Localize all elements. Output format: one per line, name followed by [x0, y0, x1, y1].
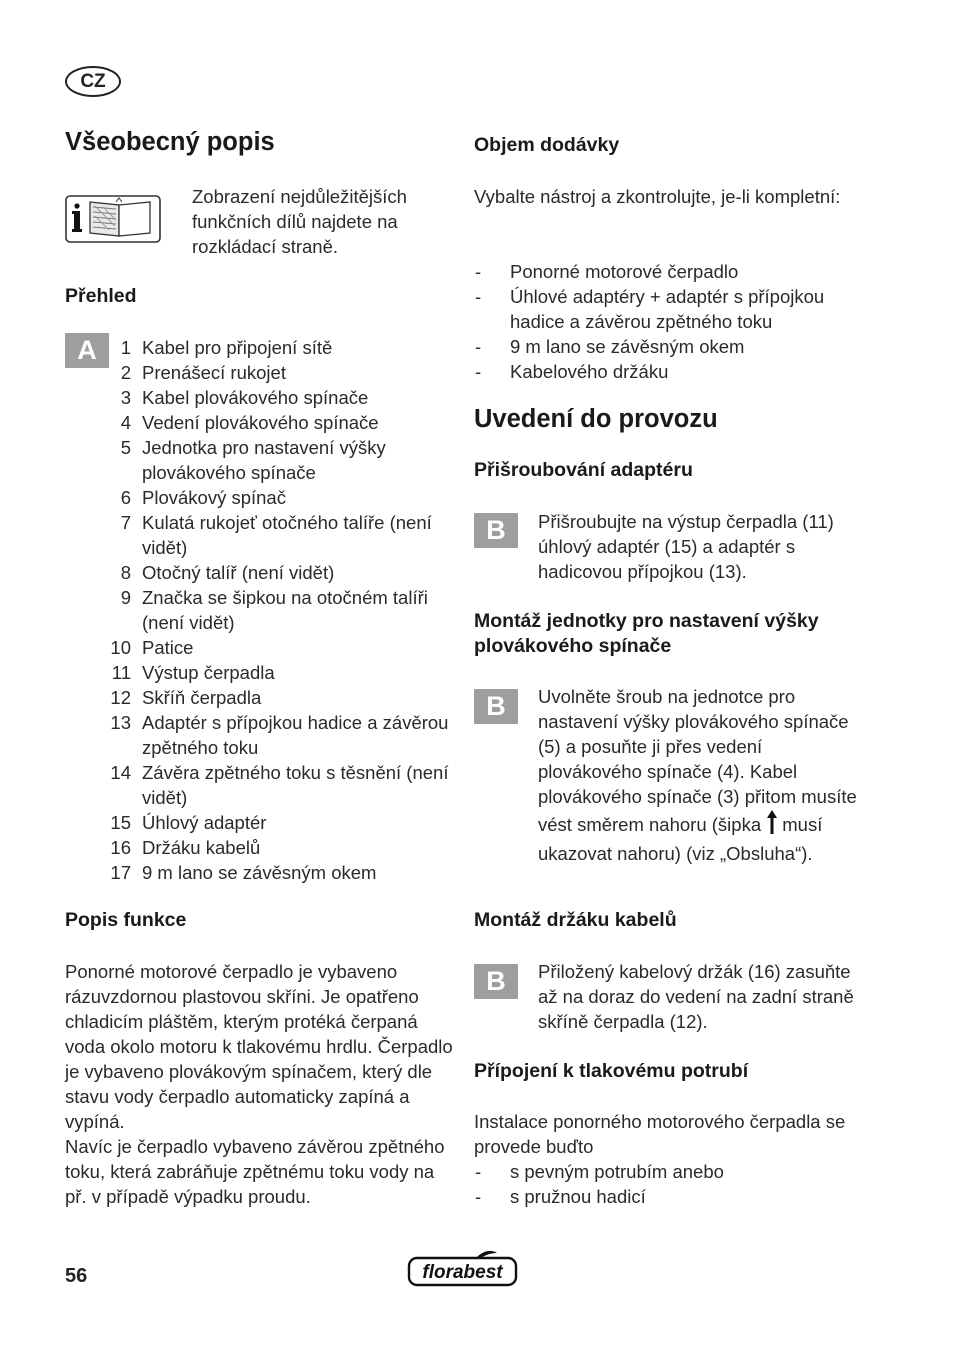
- dash-bullet: -: [475, 1186, 482, 1207]
- overview-item-label: Držáku kabelů: [142, 837, 261, 858]
- figure-badge-a: A: [65, 333, 109, 368]
- adapter-heading: Přišroubování adaptéru: [474, 459, 693, 481]
- arrow-up-icon: [766, 809, 778, 841]
- delivery-intro: Vybalte nástroj a zkontrolujte, je-li kompletní:: [474, 186, 841, 207]
- overview-list-item: [100, 410, 450, 435]
- overview-item-label: Kabel plovákového spínače: [142, 387, 369, 408]
- overview-list-item: [100, 435, 450, 485]
- delivery-items-list: [474, 259, 864, 384]
- section-title-startup: Uvedení do provozu: [474, 405, 718, 433]
- overview-item-number: 17: [110, 862, 131, 883]
- cable-holder-text: Přiložený kabelový držák (16) zasuňte až na doraz do vedení na zadní straně skříně čerpadla (12).: [538, 961, 854, 1032]
- overview-list-item: [100, 335, 450, 360]
- list-item: [474, 259, 864, 284]
- overview-list-item: [100, 860, 450, 885]
- overview-item-label: Jednotka pro nastavení výšky plovákového spínače: [142, 437, 386, 483]
- dash-bullet: -: [475, 336, 482, 357]
- overview-item-label: Vedení plovákového spínače: [142, 412, 379, 433]
- overview-list-item: [100, 585, 450, 635]
- page-number: 56: [65, 1265, 88, 1287]
- overview-item-label: Úhlový adaptér: [142, 812, 267, 833]
- list-item-text: 9 m lano se závěsným okem: [510, 336, 745, 357]
- overview-list-item: [100, 360, 450, 385]
- overview-list-item: [100, 385, 450, 410]
- list-item-text: s pružnou hadicí: [510, 1186, 646, 1207]
- pressure-pipe-heading: Přípojení k tlakovému potrubí: [474, 1060, 749, 1082]
- overview-list-item: [100, 510, 450, 560]
- overview-heading: Přehled: [65, 285, 137, 307]
- overview-list-item: [100, 660, 450, 685]
- overview-list-item: [100, 685, 450, 710]
- overview-item-label: 9 m lano se závěsným okem: [142, 862, 377, 883]
- overview-list-item: [100, 710, 450, 760]
- info-book-icon: [65, 195, 161, 243]
- overview-item-number: 10: [110, 637, 131, 658]
- float-text-after: musí ukazovat nahoru) (viz „Obsluha“).: [538, 814, 823, 864]
- overview-item-label: Patice: [142, 637, 194, 658]
- delivery-heading: Objem dodávky: [474, 134, 620, 156]
- overview-list-item: [100, 635, 450, 660]
- function-heading: Popis funkce: [65, 909, 187, 931]
- pressure-intro: Instalace ponorného motorového čerpadla se provede buďto: [474, 1111, 846, 1157]
- section-title-general-description: Všeobecný popis: [65, 128, 275, 156]
- overview-item-label: Adaptér s přípojkou hadice a závěrou zpětného toku: [142, 712, 449, 758]
- overview-item-number: 8: [120, 562, 131, 583]
- dash-bullet: -: [475, 1161, 482, 1182]
- figure-badge-b-float: B: [474, 689, 518, 724]
- list-item: [474, 359, 864, 384]
- overview-item-label: Kabel pro připojení sítě: [142, 337, 333, 358]
- overview-item-number: 11: [111, 662, 131, 683]
- overview-item-number: 13: [110, 712, 131, 733]
- overview-item-number: 16: [110, 837, 131, 858]
- function-paragraph-2: Navíc je čerpadlo vybaveno závěrou zpětného toku, která zabráňuje zpětnému toku vody na př. v případě výpadku proudu.: [65, 1136, 445, 1207]
- overview-item-number: 15: [110, 812, 131, 833]
- brand-logo: [407, 1250, 518, 1287]
- overview-item-label: Kulatá rukojeť otočného talíře (není vidět): [142, 512, 432, 558]
- overview-item-label: Prenášecí rukojet: [142, 362, 286, 383]
- float-mount-text: [538, 684, 860, 866]
- brand-logo-text: florabest: [422, 1262, 503, 1283]
- overview-item-number: 14: [110, 762, 131, 783]
- overview-item-label: Skříň čerpadla: [142, 687, 262, 708]
- overview-item-label: Výstup čerpadla: [142, 662, 275, 683]
- list-item-text: Kabelového držáku: [510, 361, 669, 382]
- list-item: [474, 284, 864, 334]
- overview-item-label: Závěra zpětného toku s těsnění (není vidět): [142, 762, 449, 808]
- overview-item-number: 9: [120, 587, 131, 608]
- float-mount-heading: Montáž jednotky pro nastavení výšky plovákového spínače: [474, 610, 819, 657]
- dash-bullet: -: [475, 261, 482, 282]
- overview-list-item: [100, 810, 450, 835]
- figure-badge-b-adapter: B: [474, 513, 518, 548]
- dash-bullet: -: [475, 361, 482, 382]
- overview-list-item: [100, 560, 450, 585]
- overview-item-number: 7: [120, 512, 131, 533]
- info-text: Zobrazení nejdůležitějších funkčních dílů najdete na rozkládací straně.: [192, 186, 407, 257]
- overview-list-item: [100, 835, 450, 860]
- overview-item-number: 4: [120, 412, 131, 433]
- overview-item-number: 3: [120, 387, 131, 408]
- list-item-text: Úhlové adaptéry + adaptér s přípojkou hadice a závěrou zpětného toku: [510, 286, 825, 332]
- figure-badge-b-cable: B: [474, 964, 518, 999]
- list-item: [474, 1159, 854, 1184]
- pressure-options-list: [474, 1159, 854, 1209]
- list-item: [474, 1184, 854, 1209]
- overview-item-number: 5: [120, 437, 131, 458]
- overview-list-item: [100, 760, 450, 810]
- float-text-before: Uvolněte šroub na jednotce pro nastavení výšky plovákového spínače (5) a posuňte ji přes vedení plovákového spínače (4). Kabel plovákového spínače (3) přitom musíte vést směrem nahoru (šipka: [538, 686, 857, 835]
- overview-parts-list: [100, 335, 450, 885]
- overview-item-number: 6: [120, 487, 131, 508]
- list-item-text: Ponorné motorové čerpadlo: [510, 261, 739, 282]
- list-item-text: s pevným potrubím anebo: [510, 1161, 724, 1182]
- dash-bullet: -: [475, 286, 482, 307]
- list-item: [474, 334, 864, 359]
- overview-item-number: 1: [120, 337, 131, 358]
- adapter-text: Přišroubujte na výstup čerpadla (11) úhlový adaptér (15) a adaptér s hadicovou přípojkou (13).: [538, 511, 834, 582]
- overview-list-item: [100, 485, 450, 510]
- function-paragraph-1: Ponorné motorové čerpadlo je vybaveno rázuvzdornou plastovou skříni. Je opatřeno chladicím pláštěm, kterým protéká čerpaná voda okolo motoru k tlakovému hrdlu. Čerpadlo je vybaveno plovákovým spínačem, který dle stavu vody čerpadlo automaticky zapíná a vypíná.: [65, 961, 453, 1132]
- overview-item-label: Značka se šipkou na otočném talíři (není vidět): [142, 587, 428, 633]
- language-badge: CZ: [65, 66, 121, 97]
- cable-holder-heading: Montáž držáku kabelů: [474, 909, 677, 931]
- overview-item-number: 12: [110, 687, 131, 708]
- overview-item-label: Plovákový spínač: [142, 487, 286, 508]
- overview-item-number: 2: [120, 362, 131, 383]
- overview-item-label: Otočný talíř (není vidět): [142, 562, 335, 583]
